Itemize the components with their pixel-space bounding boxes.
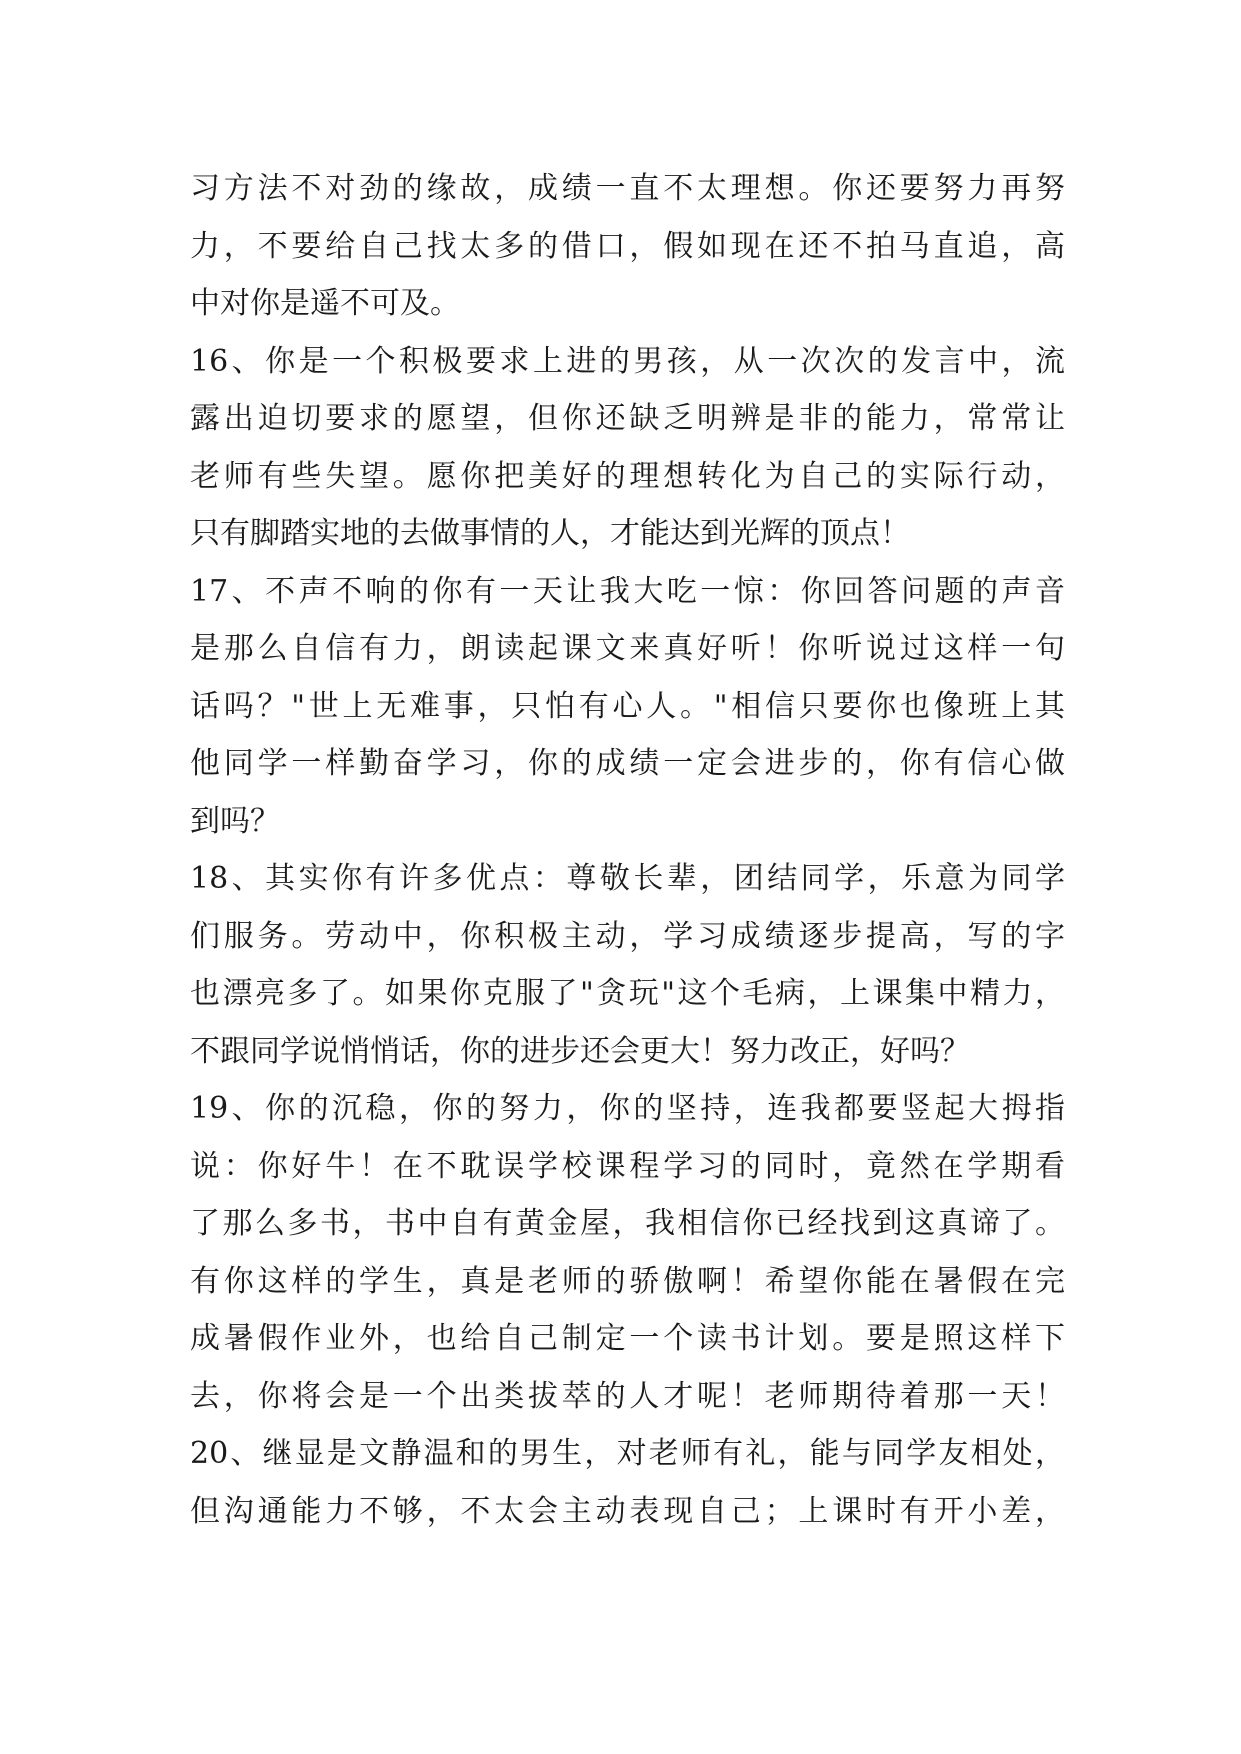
text-line: 16、你是一个积极要求上进的男孩，从一次次的发言中，流 <box>190 343 1065 379</box>
text-line: 力，不要给自己找太多的借口，假如现在还不拍马直追，高 <box>190 228 1065 264</box>
text-line: 19、你的沉稳，你的努力，你的坚持，连我都要竖起大拇指 <box>190 1091 1065 1126</box>
text-line: 中对你是遥不可及。 <box>190 286 460 321</box>
text-line: 只有脚踏实地的去做事情的人，才能达到光辉的顶点！ <box>190 516 910 551</box>
text-line: 到吗？ <box>190 803 280 839</box>
text-line: 说：你好牛！在不耽误学校课程学习的同时，竟然在学期看 <box>190 1148 1065 1184</box>
text-line: 他同学一样勤奋学习，你的成绩一定会进步的，你有信心做 <box>190 746 1065 781</box>
text-line: 但沟通能力不够，不太会主动表现自己；上课时有开小差， <box>190 1493 1065 1529</box>
text-line: 话吗？"世上无难事，只怕有心人。"相信只要你也像班上其 <box>190 688 1065 724</box>
text-line: 17、不声不响的你有一天让我大吃一惊：你回答问题的声音 <box>190 573 1065 609</box>
text-line: 了那么多书，书中自有黄金屋，我相信你已经找到这真谛了。 <box>190 1206 1065 1241</box>
text-line: 们服务。劳动中，你积极主动，学习成绩逐步提高，写的字 <box>190 918 1065 954</box>
text-line: 是那么自信有力，朗读起课文来真好听！你听说过这样一句 <box>190 631 1065 666</box>
text-line: 不跟同学说悄悄话，你的进步还会更大！努力改正，好吗？ <box>190 1033 970 1069</box>
text-line: 20、继显是文静温和的男生，对老师有礼，能与同学友相处， <box>190 1436 1065 1471</box>
text-line: 有你这样的学生，真是老师的骄傲啊！希望你能在暑假在完 <box>190 1263 1065 1299</box>
text-line: 18、其实你有许多优点：尊敬长辈，团结同学，乐意为同学 <box>190 861 1065 896</box>
text-line: 老师有些失望。愿你把美好的理想转化为自己的实际行动， <box>190 458 1065 494</box>
text-line: 也漂亮多了。如果你克服了"贪玩"这个毛病，上课集中精力， <box>190 976 1065 1011</box>
text-line: 成暑假作业外，也给自己制定一个读书计划。要是照这样下 <box>190 1321 1065 1356</box>
text-line: 习方法不对劲的缘故，成绩一直不太理想。你还要努力再努 <box>190 171 1065 206</box>
text-line: 露出迫切要求的愿望，但你还缺乏明辨是非的能力，常常让 <box>190 401 1065 436</box>
text-line: 去，你将会是一个出类拔萃的人才呢！老师期待着那一天！ <box>190 1378 1065 1414</box>
document-body <box>190 160 1065 1540</box>
